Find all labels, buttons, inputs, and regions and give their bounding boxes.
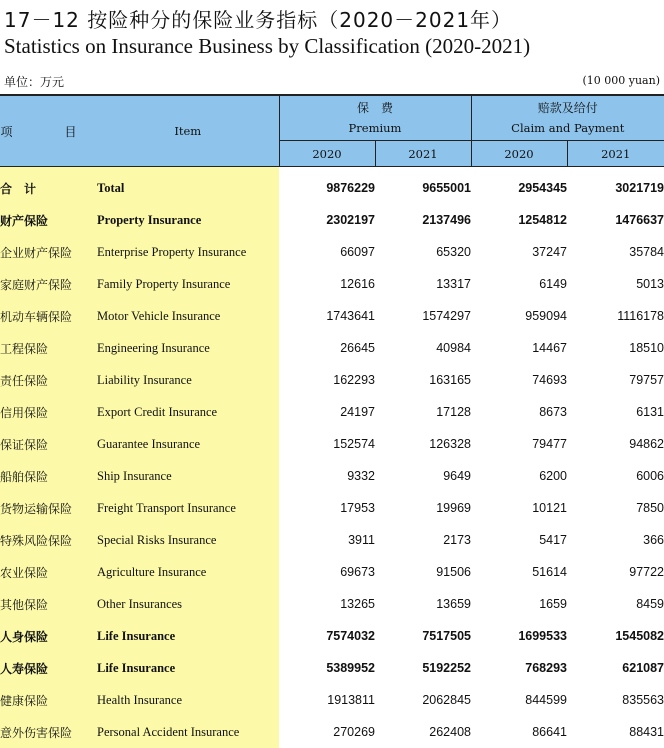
- value-claim-2021: 35784: [567, 236, 664, 268]
- header-claim: [471, 95, 664, 141]
- row-label-en: Freight Transport Insurance: [97, 492, 279, 524]
- row-label-cn: 机动车辆保险: [0, 300, 97, 332]
- row-label-cn: 工程保险: [0, 332, 97, 364]
- row-label-en: Special Risks Insurance: [97, 524, 279, 556]
- table-row: [0, 716, 664, 748]
- value-premium-2021: 9655001: [375, 172, 471, 204]
- table-row: [0, 300, 664, 332]
- row-label-cn: 农业保险: [0, 556, 97, 588]
- value-premium-2021: 40984: [375, 332, 471, 364]
- value-claim-2021: 6131: [567, 396, 664, 428]
- value-claim-2020: 8673: [471, 396, 567, 428]
- value-premium-2020: 1913811: [279, 684, 375, 716]
- header-year-claim-2021: 2021: [567, 141, 664, 167]
- value-claim-2021: 18510: [567, 332, 664, 364]
- value-claim-2021: 79757: [567, 364, 664, 396]
- value-claim-2020: 79477: [471, 428, 567, 460]
- row-label-cn: 财产保险: [0, 204, 97, 236]
- row-label-cn: 特殊风险保险: [0, 524, 97, 556]
- value-claim-2020: 1659: [471, 588, 567, 620]
- value-premium-2021: 13659: [375, 588, 471, 620]
- row-label-en: Export Credit Insurance: [97, 396, 279, 428]
- value-claim-2020: 10121: [471, 492, 567, 524]
- value-premium-2021: 17128: [375, 396, 471, 428]
- value-premium-2020: 13265: [279, 588, 375, 620]
- value-premium-2021: 13317: [375, 268, 471, 300]
- header-claim-cn: 赔款及给付: [472, 98, 664, 118]
- row-label-en: Other Insurances: [97, 588, 279, 620]
- unit-label-cn: 单位：万元: [4, 73, 64, 90]
- table-row: [0, 620, 664, 652]
- row-label-en: Total: [97, 172, 279, 204]
- table-row: [0, 268, 664, 300]
- table-row: [0, 652, 664, 684]
- page-title-cn: 17－12 按险种分的保险业务指标（2020－2021年）: [4, 4, 512, 33]
- value-premium-2020: 69673: [279, 556, 375, 588]
- header-item-en: Item: [97, 95, 279, 167]
- row-label-en: Family Property Insurance: [97, 268, 279, 300]
- table-row: [0, 556, 664, 588]
- value-premium-2021: 126328: [375, 428, 471, 460]
- insurance-stats-table: [0, 94, 664, 748]
- value-premium-2020: 5389952: [279, 652, 375, 684]
- row-label-cn: 健康保险: [0, 684, 97, 716]
- table-row: [0, 236, 664, 268]
- header-year-claim-2020: 2020: [471, 141, 567, 167]
- row-label-en: Motor Vehicle Insurance: [97, 300, 279, 332]
- table-row: [0, 460, 664, 492]
- value-premium-2020: 26645: [279, 332, 375, 364]
- table-row: [0, 428, 664, 460]
- value-claim-2020: 74693: [471, 364, 567, 396]
- value-premium-2021: 163165: [375, 364, 471, 396]
- value-claim-2020: 1254812: [471, 204, 567, 236]
- value-claim-2021: 5013: [567, 268, 664, 300]
- value-premium-2020: 24197: [279, 396, 375, 428]
- value-premium-2021: 7517505: [375, 620, 471, 652]
- value-claim-2020: 6200: [471, 460, 567, 492]
- page-title-en: Statistics on Insurance Business by Classification (2020-2021): [4, 34, 530, 59]
- value-claim-2021: 8459: [567, 588, 664, 620]
- row-label-en: Life Insurance: [97, 652, 279, 684]
- header-year-premium-2020: 2020: [279, 141, 375, 167]
- table-row: [0, 204, 664, 236]
- row-label-en: Personal Accident Insurance: [97, 716, 279, 748]
- value-claim-2020: 844599: [471, 684, 567, 716]
- value-claim-2020: 51614: [471, 556, 567, 588]
- row-label-cn: 人身保险: [0, 620, 97, 652]
- row-label-cn: 企业财产保险: [0, 236, 97, 268]
- value-premium-2020: 66097: [279, 236, 375, 268]
- value-claim-2021: 97722: [567, 556, 664, 588]
- table-row: [0, 684, 664, 716]
- table-row: [0, 588, 664, 620]
- table-row: [0, 364, 664, 396]
- row-label-cn: 其他保险: [0, 588, 97, 620]
- row-label-cn: 合 计: [0, 172, 97, 204]
- value-claim-2021: 1116178: [567, 300, 664, 332]
- value-claim-2020: 2954345: [471, 172, 567, 204]
- row-label-cn: 货物运输保险: [0, 492, 97, 524]
- value-premium-2021: 65320: [375, 236, 471, 268]
- row-label-cn: 家庭财产保险: [0, 268, 97, 300]
- value-premium-2020: 17953: [279, 492, 375, 524]
- value-premium-2020: 12616: [279, 268, 375, 300]
- header-premium: [279, 95, 471, 141]
- value-claim-2020: 5417: [471, 524, 567, 556]
- value-claim-2021: 621087: [567, 652, 664, 684]
- row-label-en: Property Insurance: [97, 204, 279, 236]
- value-claim-2020: 6149: [471, 268, 567, 300]
- value-claim-2021: 366: [567, 524, 664, 556]
- row-label-en: Health Insurance: [97, 684, 279, 716]
- value-premium-2020: 2302197: [279, 204, 375, 236]
- value-claim-2020: 37247: [471, 236, 567, 268]
- header-premium-en: Premium: [280, 118, 471, 138]
- value-premium-2021: 91506: [375, 556, 471, 588]
- value-claim-2020: 14467: [471, 332, 567, 364]
- value-premium-2020: 9332: [279, 460, 375, 492]
- value-premium-2021: 5192252: [375, 652, 471, 684]
- value-premium-2021: 19969: [375, 492, 471, 524]
- value-premium-2021: 2062845: [375, 684, 471, 716]
- table-body: [0, 167, 664, 748]
- row-label-cn: 意外伤害保险: [0, 716, 97, 748]
- header-item-cn: 项 目: [0, 95, 97, 167]
- header-premium-cn: 保 费: [280, 98, 471, 118]
- value-premium-2020: 270269: [279, 716, 375, 748]
- value-premium-2021: 2137496: [375, 204, 471, 236]
- value-premium-2021: 1574297: [375, 300, 471, 332]
- value-claim-2021: 835563: [567, 684, 664, 716]
- value-claim-2021: 6006: [567, 460, 664, 492]
- row-label-cn: 责任保险: [0, 364, 97, 396]
- row-label-en: Liability Insurance: [97, 364, 279, 396]
- table-row: [0, 332, 664, 364]
- table-row: [0, 492, 664, 524]
- value-claim-2020: 1699533: [471, 620, 567, 652]
- row-label-cn: 人寿保险: [0, 652, 97, 684]
- row-label-cn: 船舶保险: [0, 460, 97, 492]
- value-premium-2021: 9649: [375, 460, 471, 492]
- value-premium-2021: 262408: [375, 716, 471, 748]
- table-row: [0, 172, 664, 204]
- row-label-en: Engineering Insurance: [97, 332, 279, 364]
- value-claim-2021: 94862: [567, 428, 664, 460]
- value-claim-2021: 88431: [567, 716, 664, 748]
- value-premium-2020: 7574032: [279, 620, 375, 652]
- row-label-cn: 保证保险: [0, 428, 97, 460]
- row-label-en: Enterprise Property Insurance: [97, 236, 279, 268]
- value-premium-2020: 3911: [279, 524, 375, 556]
- value-claim-2021: 7850: [567, 492, 664, 524]
- row-label-en: Ship Insurance: [97, 460, 279, 492]
- value-claim-2021: 1476637: [567, 204, 664, 236]
- table-row: [0, 396, 664, 428]
- table-row: [0, 524, 664, 556]
- value-premium-2020: 9876229: [279, 172, 375, 204]
- value-premium-2020: 1743641: [279, 300, 375, 332]
- value-premium-2021: 2173: [375, 524, 471, 556]
- value-claim-2020: 959094: [471, 300, 567, 332]
- value-claim-2021: 1545082: [567, 620, 664, 652]
- value-claim-2020: 86641: [471, 716, 567, 748]
- header-year-premium-2021: 2021: [375, 141, 471, 167]
- value-claim-2021: 3021719: [567, 172, 664, 204]
- value-premium-2020: 152574: [279, 428, 375, 460]
- row-label-en: Agriculture Insurance: [97, 556, 279, 588]
- header-claim-en: Claim and Payment: [472, 118, 664, 138]
- unit-label-en: (10 000 yuan): [582, 74, 660, 87]
- row-label-en: Life Insurance: [97, 620, 279, 652]
- row-label-en: Guarantee Insurance: [97, 428, 279, 460]
- row-label-cn: 信用保险: [0, 396, 97, 428]
- value-premium-2020: 162293: [279, 364, 375, 396]
- value-claim-2020: 768293: [471, 652, 567, 684]
